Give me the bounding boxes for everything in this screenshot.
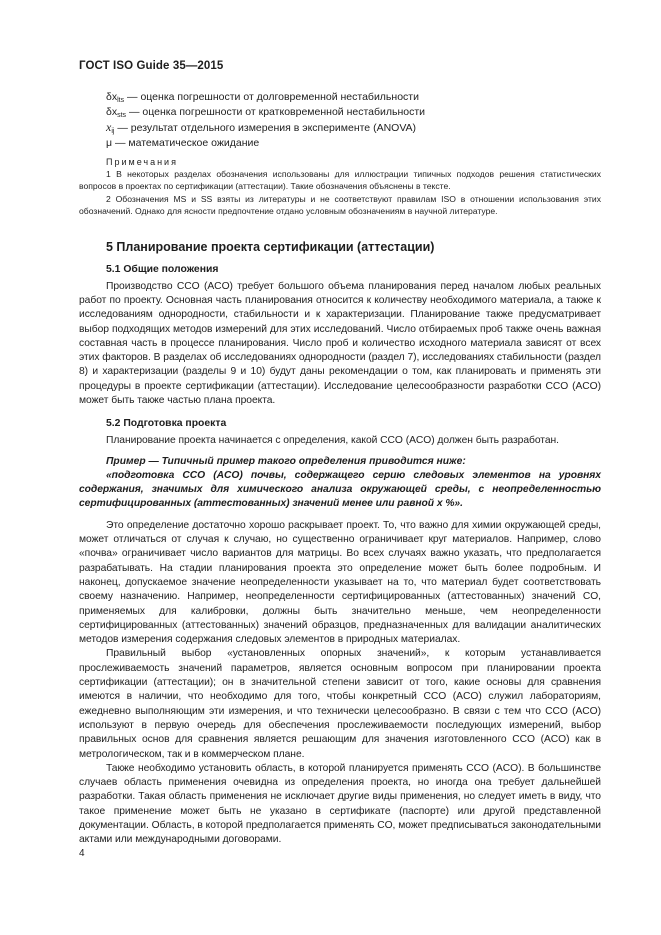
paragraph: Правильный выбор «установленных опорных значений», к которым устанавливается прослеживаемость значений параметров, является основным вопросом при планировании проекта сертификации (аттестации); он в значительной степени зависит от того, какие основы для сравнения имеются в наличии, что необходимо для того, чтобы конкретный CCO (ACO) служил лабораториям, ежедневно выполняющим эти измерения, и что технически целесообразно. В связи с тем что CCO (ACO) используют в первую очередь для обеспечения прослеживаемости последующих измерений, выбор правильных основ для сравнения является решающим для значения изготовленного CCO (ACO) как в метрологическом, так и в коммерческом плане. [79, 648, 601, 760]
definition-text: — оценка погрешности от долговременной нестабильности [124, 91, 419, 103]
definition-symbol: δx [106, 91, 118, 103]
paragraph: Производство CCO (ACO) требует большого объема планирования перед началом любых реальных работ по проекту. Основная часть планирования относится к количеству необходимого материала, а также к исследованиям однородности, стабильности и к характеризации. Планирование также предусматривает выбор подходящих методов измерений для этих исследований. Число отбираемых проб также очень важная составная часть в процессе планирования. Число проб и количество исходного материала зависят от всех этих факторов. В разделах об исследованиях однородности (раздел 7), исследованиях стабильности (раздел 8) и характеризации (разделы 9 и 10) будут даны рекомендации о том, как планировать и применять эти процедуры в проекте сертификации (аттестации). Исследование целесообразности разработки CCO (ACO) может быть также частью плана проекта. [79, 280, 601, 406]
paragraph: Это определение достаточно хорошо раскрывает проект. То, что важно для химии окружающей среды, может отличаться от случая к случаю, но существенно ограничивает круг материалов. Например, слово «почва» ограничивает число вариантов для матрицы. Во всех случаях важно указать, что предполагается разрабатывать. На стадии планирования проекта это определение может быть более подробным. И наконец, допускаемое значение неопределенности указывает на то, что материал будет соответствовать своему назначению. Например, неопределенности сертифицированных (аттестованных) значений CO, применяемых для калибровки, должны быть значительно меньше, чем неопределенности сертифицированных (аттестованных) значений образцов, предназначенных для валидации аналитических методов измерения содержания следовых элементов в природных материалах. [79, 519, 601, 646]
note-1: 1 В некоторых разделах обозначения использованы для иллюстрации типичных подходов решения статистических вопросов в проектах по сертификации (аттестации). Такие обозначения объяснены в тексте. [79, 169, 601, 192]
definitions-list [106, 90, 601, 151]
example-block [79, 455, 601, 469]
definition-text: — результат отдельного измерения в эксперименте (ANOVA) [114, 122, 417, 134]
document-header: ГОСТ ISO Guide 35—2015 [79, 60, 224, 72]
definition-subscript: ij [111, 128, 115, 135]
definition-symbol: μ [106, 137, 113, 149]
notes-title: Примечания [106, 157, 178, 167]
example-text: «подготовка CCO (ACO) почвы, содержащего серию следовых элементов на уровнях содержания, значимых для химического анализа окружающей среды, с неопределенностью сертифицированных (аттестованных) значений менее или равной х %». [79, 469, 601, 510]
definition-symbol: x [106, 120, 112, 134]
subsection-5-2-title: 5.2 Подготовка проекта [106, 418, 227, 430]
definition-item [106, 136, 601, 151]
definition-subscript: lts [117, 97, 125, 104]
section-5-title: 5 Планирование проекта сертификации (аттестации) [106, 239, 435, 254]
definition-item [106, 120, 601, 136]
page-content [79, 90, 601, 848]
paragraph: Также необходимо установить область, в которой планируется применять CCO (ACO). В большинстве случаев область применения очевидна из определения проекта, но иногда она требует дальнейшей разработки. Такая область применения не исключает другие виды применения, но следует иметь в виду, что такое применение может быть не указано в сертификате (паспорте) или другой представленной документации. Область, в которой предполагается применять CO, может предписываться законодательными актами или международными договорами. [79, 762, 601, 846]
example-heading: Пример — Типичный пример такого определения приводится ниже: [106, 455, 466, 467]
note-2: 2 Обозначения MS и SS взяты из литературы и не соответствуют правилам ISO в отношении использования этих обозначений. Однако для ясности предпочтение отдано условным обозначениям в научной литературе. [79, 193, 601, 217]
subsection-5-1-title: 5.1 Общие положения [106, 263, 219, 275]
definition-text: — математическое ожидание [112, 137, 260, 149]
definition-item [106, 105, 601, 120]
definition-symbol: δx [106, 106, 118, 118]
definition-subscript: sts [117, 112, 127, 119]
definition-item [106, 90, 601, 105]
page-number: 4 [79, 848, 85, 859]
definition-text: — оценка погрешности от кратковременной нестабильности [126, 106, 426, 118]
paragraph: Планирование проекта начинается с определения, какой CCO (ACO) должен быть разработан. [106, 435, 559, 447]
